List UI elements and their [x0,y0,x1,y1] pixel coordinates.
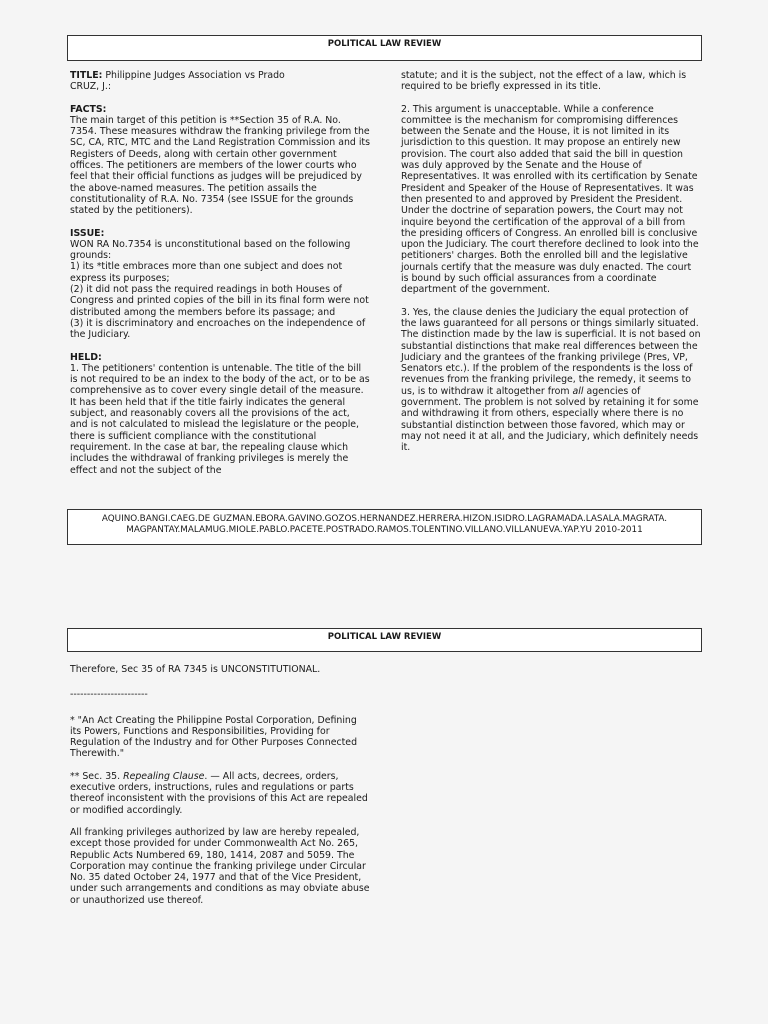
footnote-franking: All franking privileges authorized by law are hereby repealed, except those provided for under Commonwealth Act No. 265, Republic Acts Numbered 69, 180, 1414, 2087 and 5059. The Corporation may continue the franking privilege under Circular No. 35 dated October 24, 1977 and that of the Vice President, under such arrangements and conditions as may obviate abuse or unauthorized use thereof. [70,826,370,906]
separator-line: ----------------------- [70,689,148,701]
footnote-section-prefix: ** Sec. 35. [70,770,124,782]
held-item-3-emphasis: all [572,385,584,397]
issue-item-1: 1) its *title embraces more than one subject and does not express its purposes; [70,261,343,284]
page1-footer [67,509,702,545]
ponente: CRUZ, J.: [70,81,112,93]
footer-names-line2: MAGPANTAY.MALAMUG.MIOLE.PABLO.PACETE.POSTRADO.RAMOS.TOLENTINO.VILLANO.VILLANUEVA.YAP.YU 2010-2011 [126,525,643,535]
page1-header [67,35,702,61]
held-item-1: 1. The petitioners' contention is untenable. The title of the bill is not required to be an index to the body of the act, or to be as comprehensive as to cover every single detail of the measure. It has been held that if the title fairly indicates the general subject, and reasonably covers all the provisions of the act, and is not calculated to mislead the legislature or the people, there is sufficient compliance with the constitutional requirement. In the case at bar, the repealing clause which includes the withdrawal of franking privileges is merely the effect and not the subject of the [70,362,370,476]
issue-intro: WON RA No.7354 is unconstitutional based on the following grounds: [70,238,351,262]
title-label: TITLE: [70,70,103,81]
facts-text: The main target of this petition is **Section 35 of R.A. No. 7354. These measures withdraw the franking privilege from the SC, CA, RTC, MTC and the Land Registration Commission and its Registers of Deeds, along with certain other government offices. The petitioners are members of the lower courts who feel that their official functions as judges will be prejudiced by the above-named measures. The petition assails the constitutionality of R.A. No. 7354 (see ISSUE for the grounds stated by the petitioners). [70,114,370,217]
held-item-2: 2. This argument is unacceptable. While a conference committee is the mechanism for compromising differences between the Senate and the House, it is not limited in its jurisdiction to this question. It may propose an entirely new provision. The court also added that said the bill in question was duly approved by the Senate and the House of Representatives. It was enrolled with its certification by Senate President and Speaker of the House of Representatives. It was then presented to and approved by President the President. Under the doctrine of separation powers, the Court may not inquire beyond the certification of the approval of a bill from the presiding officers of Congress. An enrolled bill is conclusive upon the Judiciary. The court therefore declined to look into the petitioners' charges. Both the enrolled bill and the legislative journals certify that the measure was duly enacted. The court is bound by such official assurances from a coordinate department of the government. [401,103,699,296]
issue-heading: ISSUE: [70,227,105,239]
page1-left-column [70,70,370,476]
held-item-3-part-a: 3. Yes, the clause denies the Judiciary the equal protection of the laws guaranteed for all persons or things similarly situated. The distinction made by the law is superficial. It is not based on substantial distinctions that make real differences between the Judiciary and the grantees of the franking privilege (Pres, VP, Senators etc.). If the problem of the respondents is the loss of revenues from the franking privilege, the remedy, it seems to us, is to withdraw it altogether from [401,306,701,397]
issue-item-3: (3) it is discriminatory and encroaches on the independence of the Judiciary. [70,317,366,341]
footer-names-line1: AQUINO.BANGI.CAEG.DE GUZMAN.EBORA.GAVINO.GOZOS.HERNANDEZ.HERRERA.HIZON.ISIDRO.LAGRAMADA.LASALA.MAGRATA. [101,514,668,524]
conclusion-text: Therefore, Sec 35 of RA 7345 is UNCONSTITUTIONAL. [70,664,321,675]
held-item-1-continued: statute; and it is the subject, not the effect of a law, which is required to be briefly expressed in its title. [401,70,687,93]
page2-header-title: POLITICAL LAW REVIEW [327,632,442,642]
page1-header-title: POLITICAL LAW REVIEW [327,39,442,49]
issue-item-2: (2) it did not pass the required readings in both Houses of Congress and printed copies of the bill in its final form were not distributed among the members before its passage; and [70,284,369,318]
held-heading: HELD: [70,351,102,363]
case-title: Philippine Judges Association vs Prado [102,70,285,81]
footnote-section-35 [70,771,370,816]
footnote-section-emphasis: Repealing Clause [123,770,205,782]
footnote-section-rest: . — All acts, decrees, orders, executive orders, instructions, rules and regulations or parts thereof inconsistent with the provisions of this Act are repealed or modified accordingly. [70,770,368,816]
facts-heading: FACTS: [70,103,107,115]
page2-header [67,628,702,652]
page1-right-column [401,70,701,465]
held-item-3 [401,307,701,454]
held-item-3-part-b: agencies of government. The problem is not solved by retaining it for some and withdrawing it from others, especially where there is no substantial distinction between those favored, which may or may not need it at all, and the Judiciary, which definitely needs it. [401,385,699,454]
footnote-title-act: * "An Act Creating the Philippine Postal Corporation, Defining its Powers, Functions and Responsibilities, Providing for Regulation of the Industry and for Other Purposes Connected Therewith." [70,714,358,760]
page2-body [70,664,370,917]
